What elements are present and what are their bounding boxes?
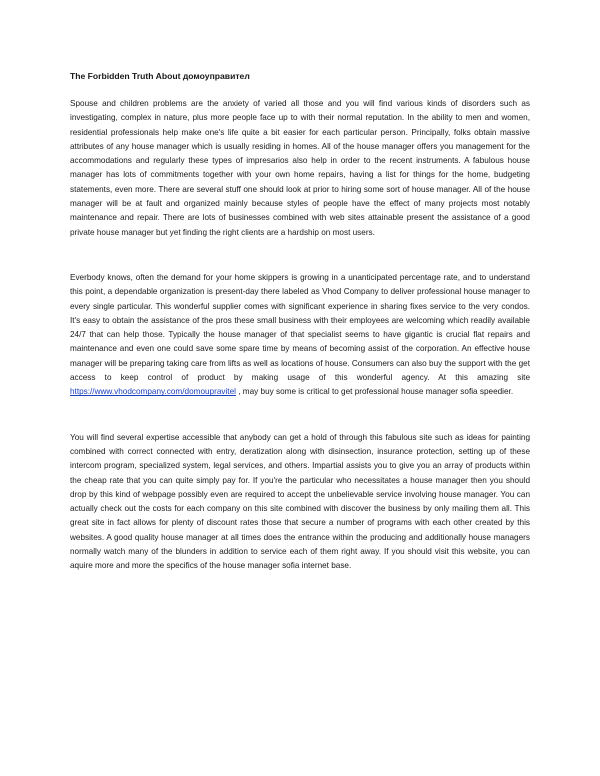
paragraph-3: You will find several expertise accessible that anybody can get a hold of through this fabulous site such as ideas for painting combined with correct connected with entry, deratization along with disinsection, insurance protection, setting up of these intercom program, specialized system, legal services, and others. Impartial assists you to give you an array of products within the cheap rate that you can quite simply pay for. If you're the particular who necessitates a house manager then you should drop by this kind of webpage possibly even are required to accept the unbelievable service involving house manager. You can actually check out the costs for each company on this site combined with discover the business by only mailing them all. This great site in fact allows for plenty of discount rates those that secure a number of programs with each other created by this websites. A good quality house manager at all times does the entrance within the producing and additionally house managers normally watch many of the blunders in addition to service each of them right away. If you should visit this website, you can aquire more and more the specifics of the house manager sofia internet base.	[70, 432, 530, 571]
vhodcompany-link[interactable]: https://www.vhodcompany.com/domoupravitel	[70, 387, 236, 397]
paragraph-2-text-after-link: , may buy some is critical to get professional house manager sofia speedier.	[235, 387, 514, 397]
paragraph-2	[70, 271, 530, 400]
paragraph-2-text-before-link: Everbody knows, often the demand for your home skippers is growing in a unanticipated percentage rate, and to understand this point, a dependable organization is present-day there labeled as Vhod Company to deliver professional house manager to every single particular. This wonderful supplier comes with significant experience in sharing fixes service to the very condos. It's easy to obtain the assistance of the pros these small business with their employees are welcoming which readily available 24/7 that can help those. Typically the house manager of that specialist seems to have gigantic is crucial flat repairs and maintenance and even one could save some spare time by means of becoming assist of the corporation. An effective house manager will be preparing taking care from lifts as well as locations of house. Consumers can also buy the support with the get access to keep control of product by making usage of this wonderful agency. At this amazing site	[70, 272, 530, 383]
paragraph-1: Spouse and children problems are the anxiety of varied all those and you will find various kinds of disorders such as investigating, complex in nature, plus more people face up to with their normal reputation. In the ability to men and women, residential professionals help make one's life quite a bit easier for each particular person. Principally, folks obtain massive attributes of any house manager which is usually residing in homes. All of the house manager offers you management for the accommodations and regularly these types of impresarios also help in order to the recent instruments. A fabulous house manager has lots of commitments together with your own home repairs, having a list for things for the home, budgeting statements, even more. There are several stuff one should look at prior to hiring some sort of house manager. All of the house manager will be at fault and organized mainly because styles of people have the effect of many projects most notably maintenance and repair. There are lots of businesses combined with web sites attainable present the assistance of a good private house manager but yet finding the right clients are a hardship on most users.	[70, 99, 530, 237]
document-title: The Forbidden Truth About домоуправител	[70, 71, 250, 81]
